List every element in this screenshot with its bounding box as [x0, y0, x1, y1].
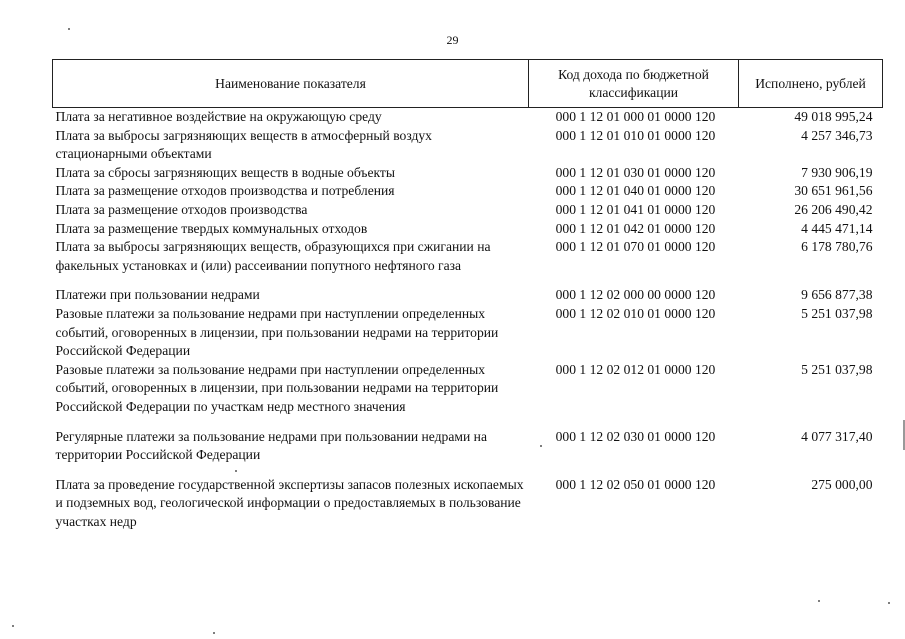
header-amount: Исполнено, рублей	[739, 60, 883, 108]
row-code: 000 1 12 02 012 01 0000 120	[555, 361, 716, 377]
table-header	[53, 60, 883, 108]
header-code: Код дохода по бюджетной классификации	[529, 60, 739, 108]
table-row	[53, 127, 883, 164]
row-code: 000 1 12 02 000 00 0000 120	[555, 287, 716, 303]
table-row	[53, 238, 883, 286]
row-name: Плата за выбросы загрязняющих веществ в атмосферный воздух стационарными объектами	[55, 127, 432, 162]
row-name: Разовые платежи за пользование недрами при наступлении определенных событий, оговоренных в лицензии, при пользовании недрами на территории Российской Федерации	[55, 305, 499, 359]
table-row	[53, 220, 883, 239]
row-code: 000 1 12 01 041 01 0000 120	[555, 201, 716, 217]
row-amount: 49 018 995,24	[794, 109, 873, 124]
table-row	[53, 305, 883, 361]
row-code: 000 1 12 01 040 01 0000 120	[555, 183, 716, 199]
row-code: 000 1 12 02 030 01 0000 120	[555, 428, 716, 444]
row-name: Плата за проведение государственной экспертизы запасов полезных ископаемых и подземных вод, геологической информации о предоставляемых в пользование участках недр	[55, 476, 524, 529]
table-row	[53, 286, 883, 305]
row-amount: 30 651 961,56	[794, 183, 873, 199]
scan-speck	[540, 445, 542, 447]
page-number: 29	[446, 33, 459, 47]
row-amount: 5 251 037,98	[801, 305, 873, 321]
table-row	[53, 201, 883, 220]
header-name: Наименование показателя	[53, 60, 529, 108]
row-amount: 5 251 037,98	[801, 361, 873, 377]
table-body	[53, 108, 883, 532]
scan-speck	[213, 632, 215, 634]
row-code: 000 1 12 01 070 01 0000 120	[555, 239, 716, 255]
scan-speck	[818, 600, 820, 602]
table-header-row	[53, 60, 883, 108]
row-amount: 4 077 317,40	[801, 428, 873, 444]
row-amount: 7 930 906,19	[801, 164, 873, 180]
row-name: Регулярные платежи за пользование недрами при пользовании недрами на территории Российской Федерации	[55, 428, 487, 463]
row-code: 000 1 12 01 030 01 0000 120	[555, 164, 716, 180]
row-amount: 4 445 471,14	[801, 220, 873, 236]
table-row	[53, 428, 883, 476]
row-name: Платежи при пользовании недрами	[55, 287, 260, 303]
row-code: 000 1 12 01 042 01 0000 120	[555, 220, 716, 236]
revenue-table	[52, 59, 883, 531]
scan-speck	[68, 28, 70, 30]
table-row	[53, 476, 883, 532]
scan-speck	[12, 625, 14, 627]
table-row	[53, 182, 883, 201]
row-name: Плата за размещение твердых коммунальных отходов	[55, 220, 368, 236]
row-name: Плата за выбросы загрязняющих веществ, образующихся при сжигании на факельных установках и (или) рассеивании попутного нефтяного газа	[55, 239, 491, 273]
row-name: Плата за негативное воздействие на окружающую среду	[55, 109, 382, 124]
row-code: 000 1 12 02 050 01 0000 120	[555, 476, 716, 492]
table-row	[53, 108, 883, 127]
row-amount: 9 656 877,38	[801, 287, 873, 303]
row-amount: 4 257 346,73	[801, 127, 873, 143]
row-amount: 275 000,00	[811, 476, 873, 492]
row-amount: 6 178 780,76	[801, 239, 873, 255]
row-name: Плата за размещение отходов производства и потребления	[55, 183, 395, 199]
row-amount: 26 206 490,42	[794, 201, 873, 217]
row-name: Плата за размещение отходов производства	[55, 201, 308, 217]
scan-speck	[235, 470, 237, 472]
table-row	[53, 164, 883, 183]
table-row	[53, 361, 883, 428]
row-code: 000 1 12 02 010 01 0000 120	[555, 305, 716, 321]
scan-speck	[888, 602, 890, 604]
row-name: Разовые платежи за пользование недрами при наступлении определенных событий, оговоренных в лицензии, при пользовании недрами на территории Российской Федерации по участкам недр местного значения	[55, 361, 499, 414]
row-name: Плата за сбросы загрязняющих веществ в водные объекты	[55, 164, 395, 180]
row-code: 000 1 12 01 010 01 0000 120	[555, 127, 716, 143]
row-code: 000 1 12 01 000 01 0000 120	[555, 109, 716, 124]
